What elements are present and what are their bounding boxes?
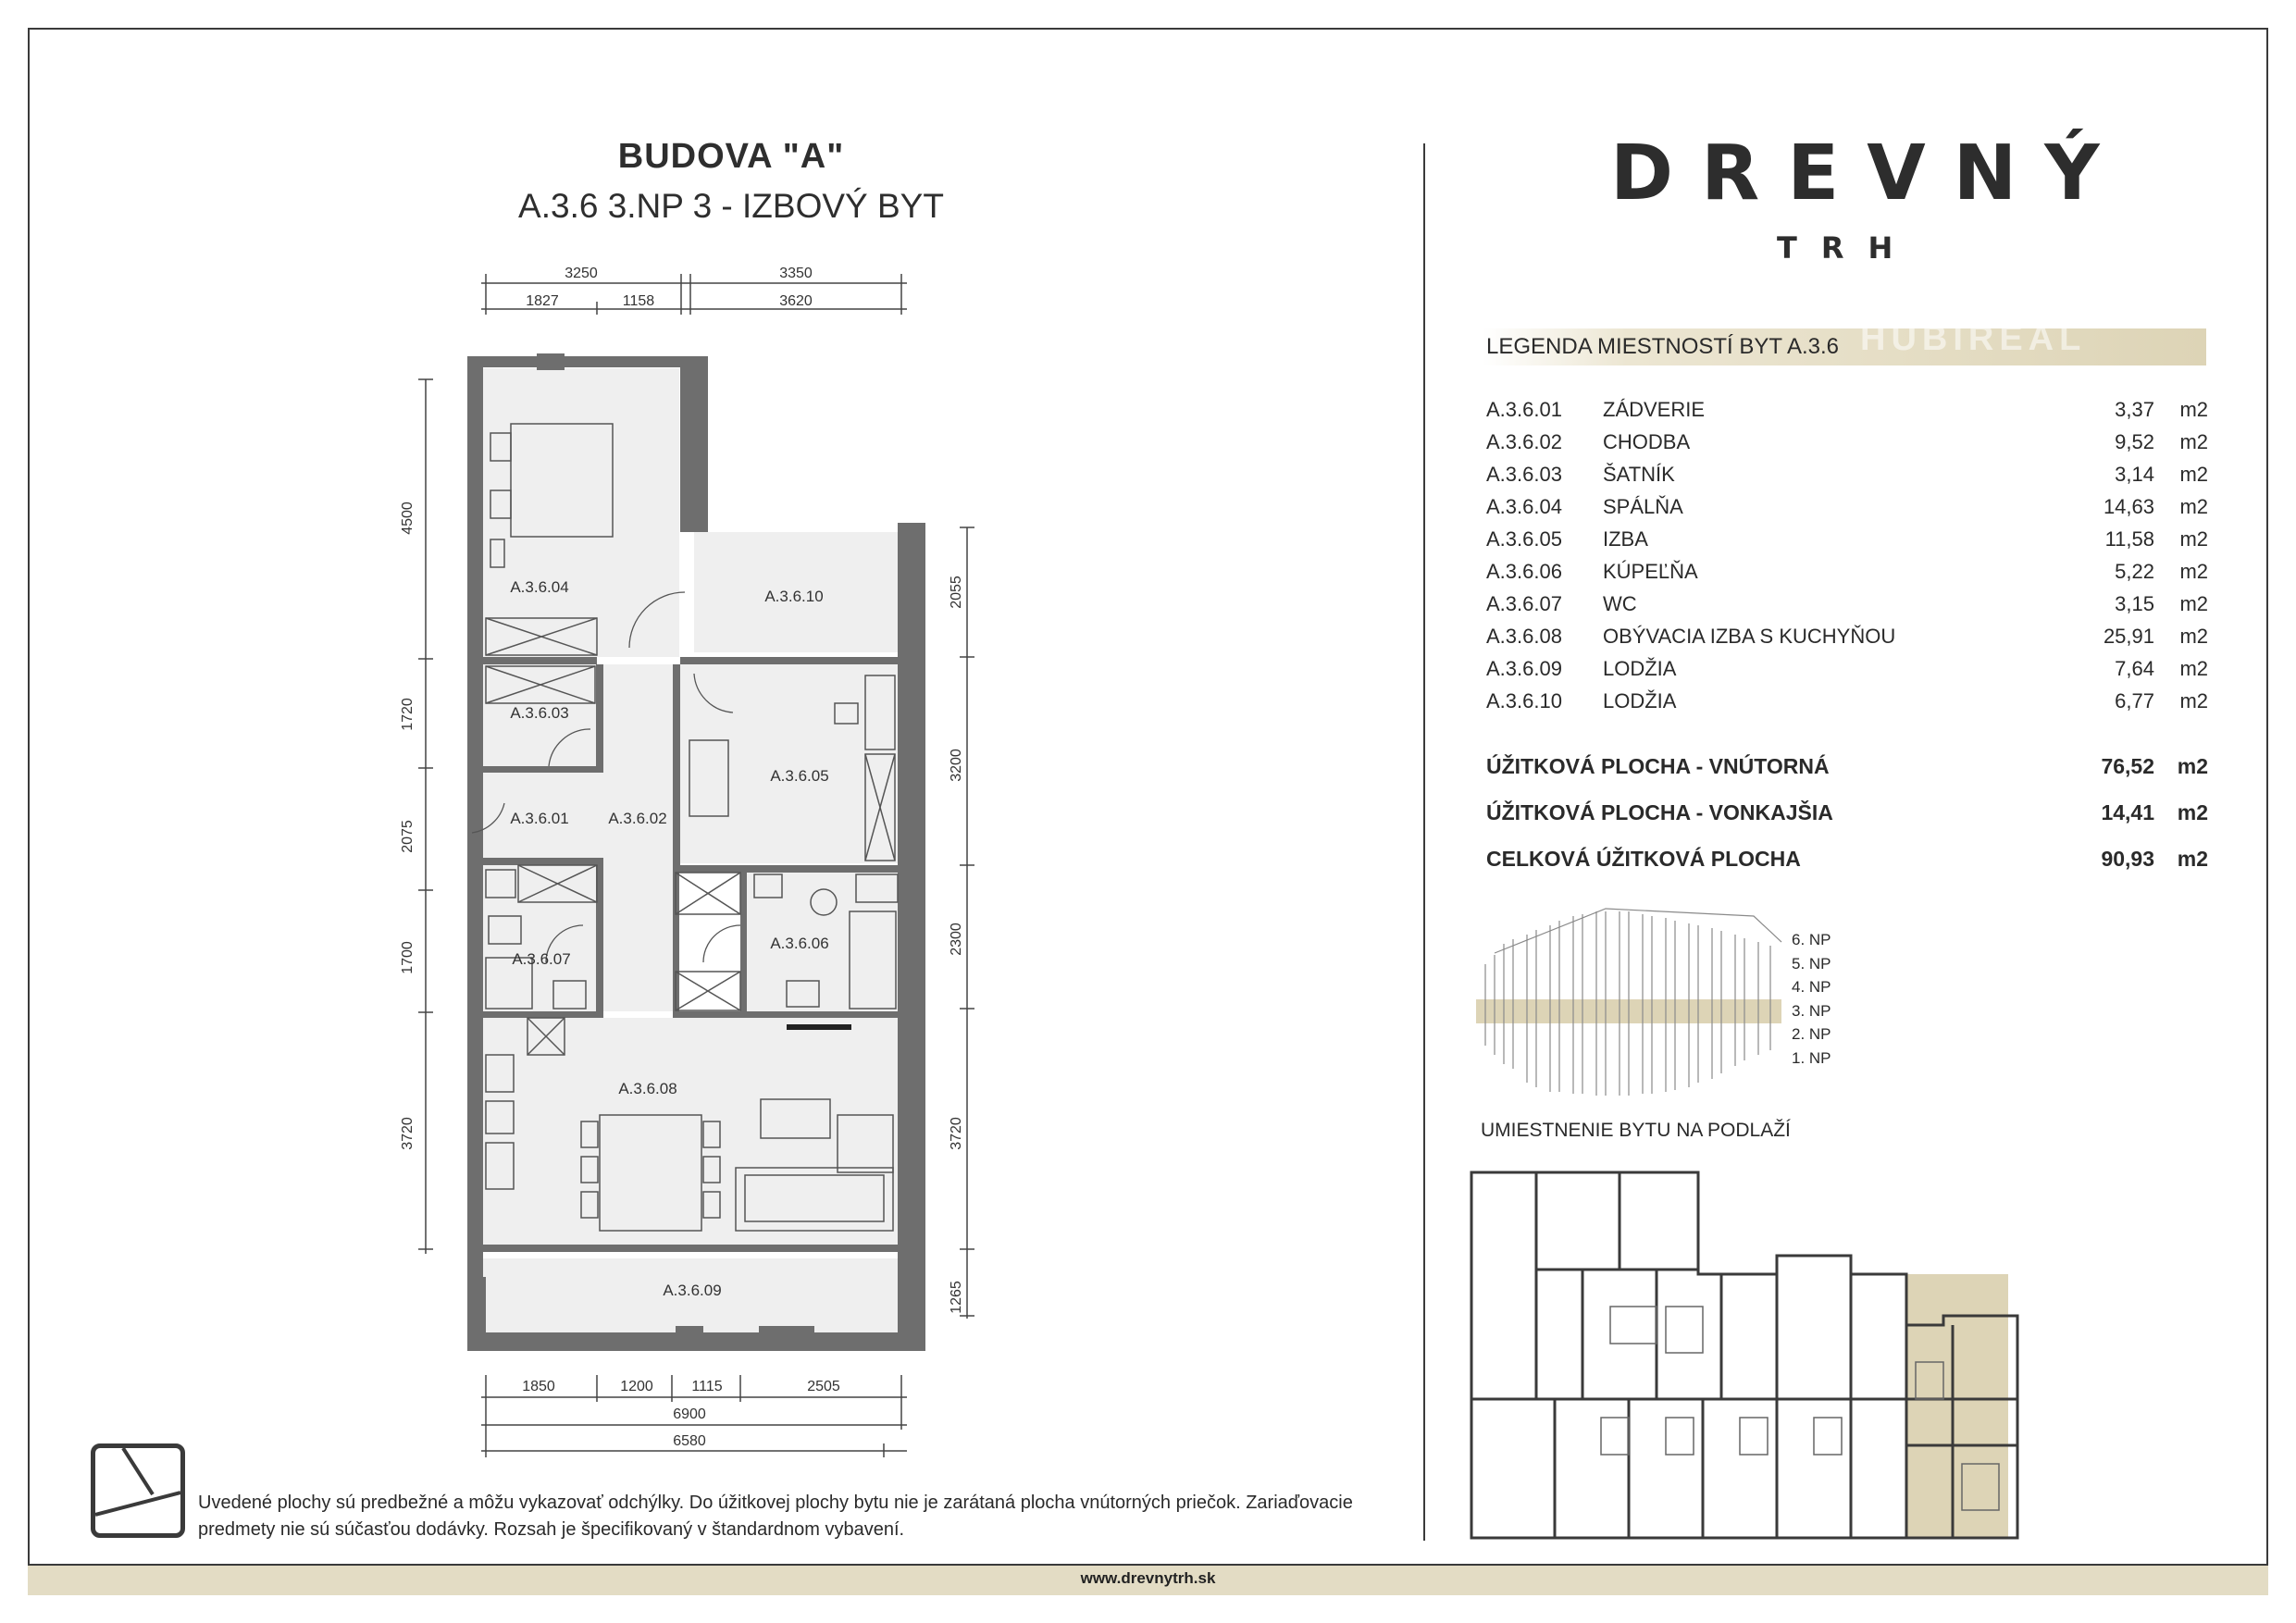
total-unit: m2	[2177, 800, 2208, 824]
dim-top-3620: 3620	[779, 293, 813, 309]
room-area: 3,37	[2115, 398, 2154, 421]
area-totals	[1486, 754, 2208, 893]
room-unit: m2	[2179, 560, 2208, 583]
total-row-interior	[1486, 754, 2208, 800]
logo-main-text: DREVNÝ	[1610, 130, 2128, 217]
room-row	[1486, 463, 2208, 495]
room-unit: m2	[2179, 625, 2208, 648]
dim-bot-2505: 2505	[807, 1379, 840, 1394]
room-unit: m2	[2179, 398, 2208, 421]
room-code: A.3.6.09	[1486, 657, 1562, 680]
room-name: ZÁDVERIE	[1603, 398, 1706, 421]
logo-sub-text: TRH	[1777, 230, 1917, 266]
room-name: IZBA	[1603, 527, 1648, 551]
total-name: ÚŽITKOVÁ PLOCHA - VONKAJŠIA	[1486, 800, 1833, 824]
room-unit: m2	[2179, 689, 2208, 712]
room-area: 3,14	[2115, 463, 2154, 486]
room-row	[1486, 430, 2208, 463]
vertical-divider	[1423, 143, 1425, 1541]
building-title: BUDOVA "A"	[617, 137, 845, 176]
room-unit: m2	[2179, 527, 2208, 551]
dim-top-3250: 3250	[565, 266, 598, 281]
room-area: 6,77	[2115, 689, 2154, 712]
floor-label: 3. NP	[1792, 1001, 1831, 1020]
room-area: 7,64	[2115, 657, 2154, 680]
room-code: A.3.6.08	[1486, 625, 1562, 648]
room-unit: m2	[2179, 592, 2208, 615]
dimension-lines-left	[418, 379, 433, 1254]
room-row	[1486, 398, 2208, 430]
dim-bot-6580: 6580	[673, 1433, 706, 1449]
room-label-a3601: A.3.6.01	[510, 810, 569, 827]
dim-bot-6900: 6900	[673, 1406, 706, 1422]
unit-title: A.3.6 3.NP 3 - IZBOVÝ BYT	[518, 187, 944, 225]
room-name: LODŽIA	[1603, 689, 1677, 712]
floor-label: 2. NP	[1792, 1025, 1831, 1043]
floor-label: 4. NP	[1792, 978, 1831, 996]
room-name: CHODBA	[1603, 430, 1691, 453]
room-row	[1486, 560, 2208, 592]
room-code: A.3.6.01	[1486, 398, 1562, 421]
watermark: HUBIREAL	[1860, 319, 2087, 358]
room-label-a3605: A.3.6.05	[770, 767, 829, 785]
floor-label: 5. NP	[1792, 954, 1831, 973]
total-name: ÚŽITKOVÁ PLOCHA - VNÚTORNÁ	[1486, 754, 1830, 778]
room-unit: m2	[2179, 430, 2208, 453]
room-label-a3606: A.3.6.06	[770, 935, 829, 952]
floor-label: 6. NP	[1792, 931, 1831, 948]
dim-bot-1115: 1115	[691, 1379, 723, 1394]
dim-left-4500: 4500	[400, 502, 416, 535]
room-row	[1486, 657, 2208, 689]
total-unit: m2	[2177, 754, 2208, 778]
room-unit: m2	[2179, 495, 2208, 518]
room-label-a3604: A.3.6.04	[510, 578, 569, 596]
floor-label: 1. NP	[1792, 1048, 1831, 1067]
dim-left-1700: 1700	[400, 941, 416, 974]
apartment-highlight	[1906, 1274, 2008, 1538]
legend-header	[1483, 328, 2206, 365]
room-code: A.3.6.02	[1486, 430, 1562, 453]
total-name: CELKOVÁ ÚŽITKOVÁ PLOCHA	[1486, 847, 1801, 871]
roof-outline	[1495, 909, 1781, 953]
room-label-a3607: A.3.6.07	[512, 950, 571, 968]
room-area: 25,91	[2103, 625, 2154, 648]
room-code: A.3.6.10	[1486, 689, 1562, 712]
dim-left-1720: 1720	[400, 698, 416, 731]
disclaimer-text: Uvedené plochy sú predbežné a môžu vykazovať odchýlky. Do úžitkovej plochy bytu nie je zarátaná plocha vnútorných priečok. Zariaďovacie predmety nie sú súčasťou dodávky. Rozsah je špecifikovaný v štandardnom vybavení.	[198, 1493, 1353, 1540]
dim-left-2075: 2075	[400, 820, 416, 853]
room-area: 3,15	[2115, 592, 2154, 615]
dim-right-1265: 1265	[949, 1281, 964, 1314]
room-label-a3608: A.3.6.08	[618, 1080, 677, 1097]
room-code: A.3.6.04	[1486, 495, 1562, 518]
dim-top-1827: 1827	[526, 293, 559, 309]
dim-left-3720: 3720	[400, 1117, 416, 1150]
total-area: 76,52	[2101, 754, 2154, 778]
dim-right-2055: 2055	[949, 576, 964, 609]
room-area: 5,22	[2115, 560, 2154, 583]
room-code: A.3.6.03	[1486, 463, 1562, 486]
floor-site-plan	[1462, 1168, 2045, 1547]
room-row	[1486, 527, 2208, 560]
dim-right-3720: 3720	[949, 1117, 964, 1150]
footer-url[interactable]: www.drevnytrh.sk	[1080, 1569, 1216, 1587]
brand-logo	[1610, 130, 2128, 266]
total-unit: m2	[2177, 847, 2208, 871]
room-code: A.3.6.06	[1486, 560, 1562, 583]
room-list	[1486, 398, 2208, 722]
room-name: LODŽIA	[1603, 657, 1677, 680]
legend-title: LEGENDA MIESTNOSTÍ BYT A.3.6	[1486, 334, 1840, 359]
room-unit: m2	[2179, 657, 2208, 680]
room-area: 9,52	[2115, 430, 2154, 453]
total-row-exterior	[1486, 800, 2208, 847]
placement-label: UMIESTNENIE BYTU NA PODLAŽÍ	[1481, 1120, 1791, 1141]
room-area: 11,58	[2104, 527, 2154, 551]
room-name: KÚPEĽŇA	[1603, 560, 1698, 583]
kitchen-counter	[787, 1024, 851, 1030]
room-code: A.3.6.05	[1486, 527, 1562, 551]
room-label-a3603: A.3.6.03	[510, 704, 569, 722]
room-name: SPÁLŇA	[1603, 495, 1683, 518]
total-area: 14,41	[2101, 800, 2154, 824]
dim-bot-1850: 1850	[522, 1379, 555, 1394]
room-row	[1486, 625, 2208, 657]
floor-plan	[370, 250, 1018, 1499]
dim-top-1158: 1158	[622, 293, 655, 309]
room-name: OBÝVACIA IZBA S KUCHYŇOU	[1603, 625, 1896, 648]
total-area: 90,93	[2101, 847, 2154, 871]
room-area: 14,63	[2103, 495, 2154, 518]
room-row	[1486, 689, 2208, 722]
floor-labels	[1792, 931, 1866, 1072]
room-name: ŠATNÍK	[1603, 463, 1675, 486]
room-row	[1486, 495, 2208, 527]
room-row	[1486, 592, 2208, 625]
room-label-a3609: A.3.6.09	[663, 1282, 722, 1299]
room-code: A.3.6.07	[1486, 592, 1562, 615]
dim-top-3350: 3350	[779, 266, 813, 281]
total-row-overall	[1486, 847, 2208, 893]
room-label-a3602: A.3.6.02	[608, 810, 667, 827]
room-unit: m2	[2179, 463, 2208, 486]
room-label-a3610: A.3.6.10	[764, 588, 824, 605]
disclaimer-icon	[91, 1443, 185, 1538]
room-name: WC	[1603, 592, 1637, 615]
dim-right-2300: 2300	[949, 923, 964, 956]
dim-right-3200: 3200	[949, 749, 964, 782]
dim-bot-1200: 1200	[620, 1379, 653, 1394]
